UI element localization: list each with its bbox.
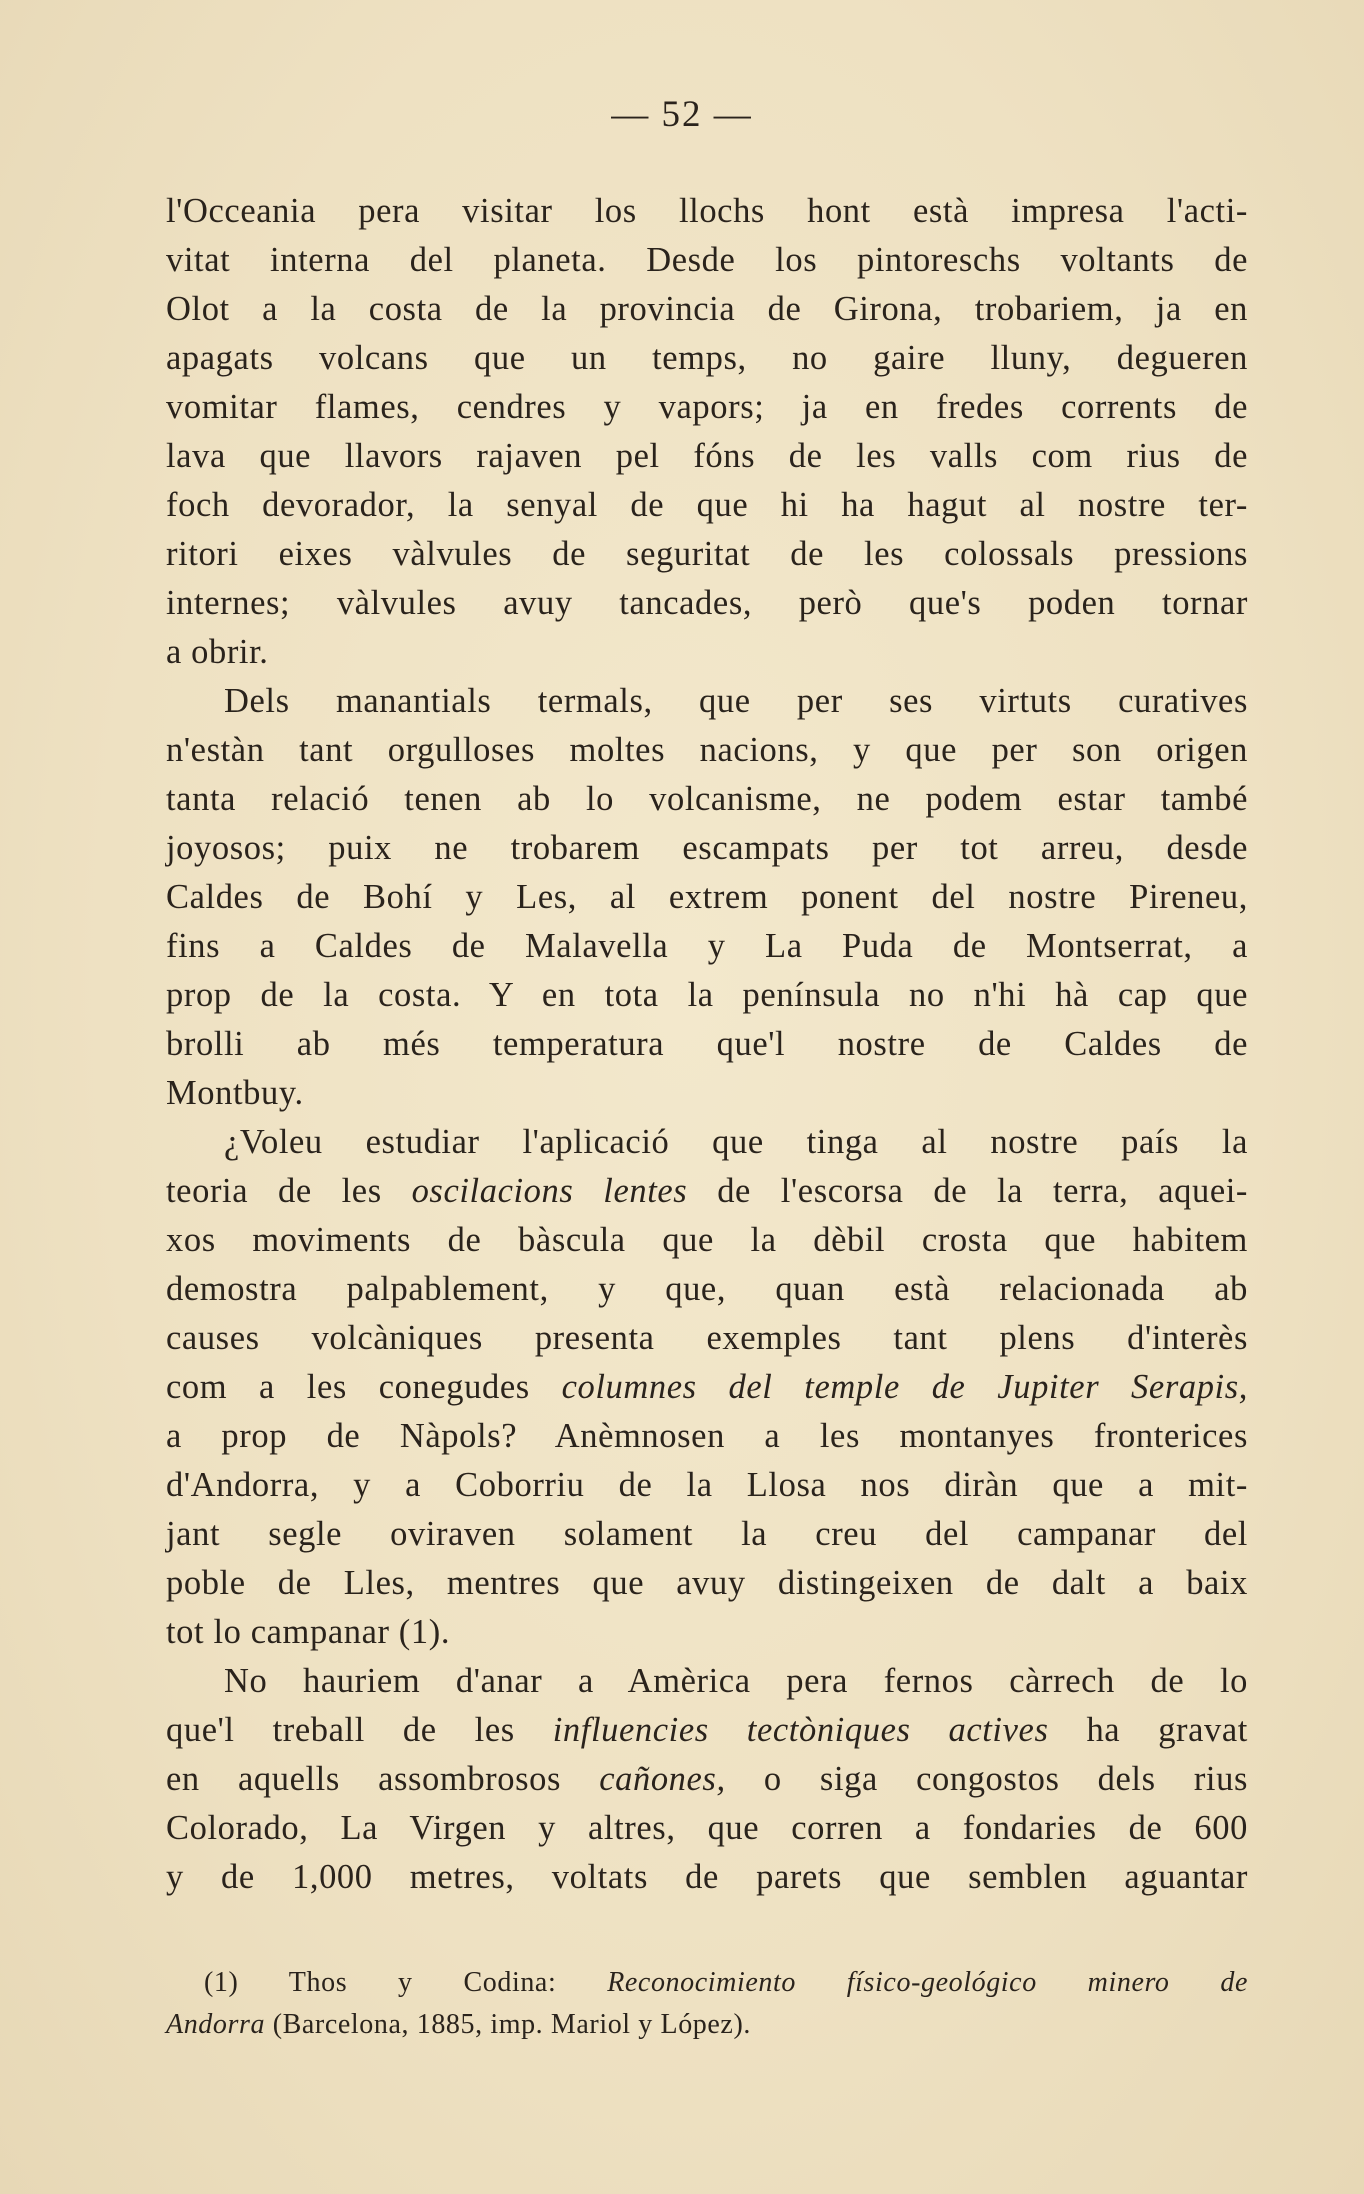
- text-line: ritori eixes vàlvules de seguritat de les colossals pressions: [166, 535, 1248, 573]
- text-line: Montbuy.: [166, 1074, 304, 1112]
- text-run: teoria de les: [166, 1172, 412, 1210]
- text-line: tanta relació tenen ab lo volcanisme, ne podem estar també: [166, 780, 1248, 818]
- footnote-title: Andorra: [166, 2009, 266, 2040]
- text-line: fins a Caldes de Malavella y La Puda de Montserrat, a: [166, 927, 1248, 965]
- text-line: demostra palpablement, y que, quan està relacionada ab: [166, 1270, 1248, 1308]
- text-line: apagats volcans que un temps, no gaire lluny, degueren: [166, 339, 1248, 377]
- text-line: internes; vàlvules avuy tancades, però que's poden tornar: [166, 584, 1248, 622]
- footnote-marker: (1): [204, 1967, 239, 1998]
- text-line: a obrir.: [166, 633, 269, 671]
- text-run: com a les conegudes: [166, 1368, 562, 1406]
- text-line: lava que llavors rajaven pel fóns de les valls com rius de: [166, 437, 1248, 475]
- text-line: jant segle oviraven solament la creu del campanar del: [166, 1515, 1248, 1553]
- text-run: que'l treball de les: [166, 1711, 553, 1749]
- text-line: tot lo campanar (1).: [166, 1613, 451, 1651]
- text-run: de l'escorsa de la terra, aquei-: [687, 1172, 1249, 1210]
- text-line: [166, 1755, 1248, 1804]
- text-line: [166, 1363, 1248, 1412]
- footnote: [166, 1962, 1248, 2046]
- text-line: Dels manantials termals, que per ses virtuts curatives: [224, 682, 1248, 720]
- body-text: [166, 187, 1248, 1902]
- text-line: Caldes de Bohí y Les, al extrem ponent del nostre Pireneu,: [166, 878, 1248, 916]
- footnote-publication: (Barcelona, 1885, imp. Mariol y López).: [265, 2009, 751, 2040]
- italic-term: influencies tectòniques actives: [552, 1711, 1049, 1749]
- text-line: [166, 1706, 1248, 1755]
- text-line: [166, 1167, 1248, 1216]
- text-line: l'Occeania pera visitar los llochs hont està impresa l'acti-: [166, 192, 1248, 230]
- text-line: n'estàn tant orgulloses moltes nacions, y que per son origen: [166, 731, 1248, 769]
- text-line: xos moviments de bàscula que la dèbil crosta que habitem: [166, 1221, 1248, 1259]
- text-line: poble de Lles, mentres que avuy distingeixen de dalt a baix: [166, 1564, 1248, 1602]
- italic-term: oscilacions lentes: [411, 1172, 688, 1210]
- footnote-author: Thos y Codina:: [238, 1967, 608, 1998]
- text-line: Colorado, La Virgen y altres, que corren a fondaries de 600: [166, 1809, 1248, 1847]
- text-line: joyosos; puix ne trobarem escampats per tot arreu, desde: [166, 829, 1248, 867]
- text-line: causes volcàniques presenta exemples tant plens d'interès: [166, 1319, 1248, 1357]
- text-run: ha gravat: [1048, 1711, 1248, 1749]
- text-line: No hauriem d'anar a Amèrica pera fernos càrrech de lo: [224, 1662, 1248, 1700]
- text-line: vomitar flames, cendres y vapors; ja en fredes corrents de: [166, 388, 1248, 426]
- page-number: — 52 —: [611, 94, 753, 135]
- text-run: o siga congostos dels rius: [725, 1760, 1248, 1798]
- text-line: a prop de Nàpols? Anèmnosen a les montanyes fronterices: [166, 1417, 1248, 1455]
- footnote-title: Reconocimiento físico-geológico minero de: [607, 1967, 1248, 1998]
- text-line: d'Andorra, y a Coborriu de la Llosa nos diràn que a mit-: [166, 1466, 1248, 1504]
- text-line: Olot a la costa de la provincia de Girona, trobariem, ja en: [166, 290, 1248, 328]
- italic-term: cañones,: [599, 1760, 726, 1798]
- italic-term: columnes del temple de Jupiter Serapis,: [561, 1368, 1248, 1406]
- text-line: ¿Voleu estudiar l'aplicació que tinga al nostre país la: [224, 1123, 1248, 1161]
- text-line: vitat interna del planeta. Desde los pintoreschs voltants de: [166, 241, 1248, 279]
- text-run: en aquells assombrosos: [166, 1760, 600, 1798]
- text-line: prop de la costa. Y en tota la península no n'hi hà cap que: [166, 976, 1248, 1014]
- text-line: brolli ab més temperatura que'l nostre de Caldes de: [166, 1025, 1248, 1063]
- footnote-line: [166, 1962, 1248, 2004]
- text-line: y de 1,000 metres, voltats de parets que semblen aguantar: [166, 1858, 1248, 1896]
- text-line: foch devorador, la senyal de que hi ha hagut al nostre ter-: [166, 486, 1248, 524]
- footnote-line: [166, 2004, 1248, 2046]
